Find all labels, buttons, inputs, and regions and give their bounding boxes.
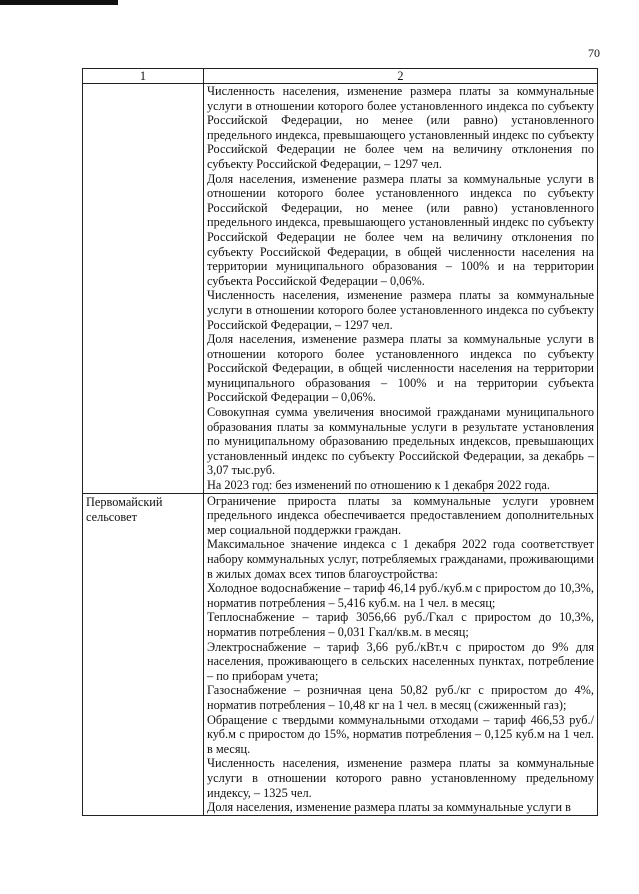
row-content <box>204 84 598 494</box>
table-row <box>83 84 598 494</box>
column-header-1: 1 <box>83 69 204 84</box>
top-edge-bar <box>0 0 118 5</box>
paragraph: Численность населения, изменение размера платы за коммунальные услуги в отношении которого более установленного индекса по субъекту Российской Федерации, – 1297 чел. <box>207 288 594 332</box>
row-content <box>204 493 598 815</box>
paragraph: Совокупная сумма увеличения вносимой гражданами муниципального образования платы за коммунальные услуги в результате установления по муниципальному образованию предельных индексов, превышающих установленный индекс по субъекту Российской Федерации, за декабрь – 3,07 тыс.руб. <box>207 405 594 478</box>
paragraph: Доля населения, изменение размера платы за коммунальные услуги в отношении которого более установленного индекса по субъекту Российской Федерации, но менее (или равно) установленного предельного индекса, превышающего установленный индекс по субъекту Российской Федерации не более чем на величину отклонения по субъекту Российской Федерации, в общей численности населения на территории муниципального образования – 100% и на территории субъекта Российской Федерации – 0,06%. <box>207 171 594 288</box>
column-header-2: 2 <box>204 69 598 84</box>
row-label-municipality: Первомайский сельсовет <box>83 493 204 815</box>
paragraph: Обращение с твердыми коммунальными отходами – тариф 466,53 руб./куб.м с приростом до 15%, норматив потребления – 0,125 куб.м на 1 чел. в месяц. <box>207 712 594 756</box>
document-table <box>82 68 598 816</box>
table-header-row <box>83 69 598 84</box>
paragraph: Теплоснабжение – тариф 3056,66 руб./Гкал с приростом до 10,3%, норматив потребления – 0,031 Гкал/кв.м. в месяц; <box>207 610 594 639</box>
paragraph: Численность населения, изменение размера платы за коммунальные услуги в отношении которого равно установленному предельному индексу, – 1325 чел. <box>207 756 594 800</box>
paragraph: Максимальное значение индекса с 1 декабря 2022 года соответствует набору коммунальных услуг, потребляемых гражданами, проживающими в жилых домах всех типов благоустройства: <box>207 537 594 581</box>
paragraph: Доля населения, изменение размера платы за коммунальные услуги в отношении которого более установленного индекса по субъекту Российской Федерации, в общей численности населения на территории муниципального образования – 100% и на территории субъекта Российской Федерации – 0,06%. <box>207 332 594 405</box>
paragraph: Ограничение прироста платы за коммунальные услуги уровнем предельного индекса обеспечивается предоставлением дополнительных мер социальной поддержки граждан. <box>207 493 594 537</box>
paragraph: Холодное водоснабжение – тариф 46,14 руб./куб.м с приростом до 10,3%, норматив потребления – 5,416 куб.м. на 1 чел. в месяц; <box>207 581 594 610</box>
paragraph: Газоснабжение – розничная цена 50,82 руб./кг с приростом до 4%, норматив потребления – 10,48 кг на 1 чел. в месяц (сжиженный газ); <box>207 683 594 712</box>
paragraph: Доля населения, изменение размера платы за коммунальные услуги в <box>207 800 571 815</box>
page-number: 70 <box>588 46 600 60</box>
paragraph: Численность населения, изменение размера платы за коммунальные услуги в отношении которого более установленного индекса по субъекту Российской Федерации, но менее (или равно) установленного предельного индекса, превышающего установленный индекс по субъекту Российской Федерации не более чем на величину отклонения по субъекту Российской Федерации, – 1297 чел. <box>207 84 594 171</box>
paragraph: На 2023 год: без изменений по отношению к 1 декабря 2022 года. <box>207 478 550 493</box>
row-label <box>83 84 204 494</box>
table-row <box>83 493 598 815</box>
paragraph: Электроснабжение – тариф 3,66 руб./кВт.ч с приростом до 9% для населения, проживающего в сельских населенных пунктах, потребление – по приборам учета; <box>207 639 594 683</box>
